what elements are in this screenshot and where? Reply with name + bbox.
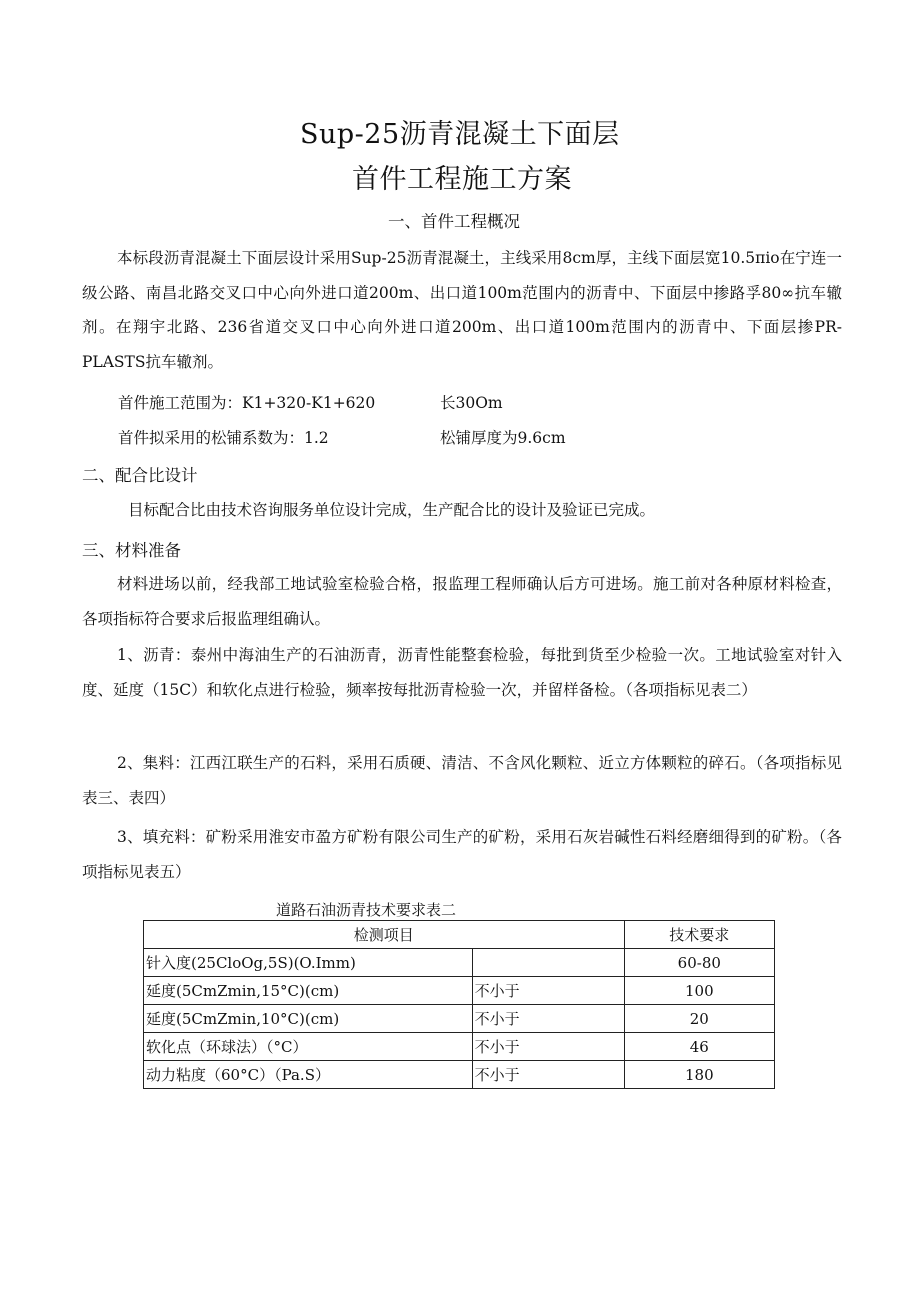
row-condition: 不小于 xyxy=(472,1033,624,1061)
section-3-paragraph-2: 1、沥青：泰州中海油生产的石油沥青，沥青性能整套检验，每批到货至少检验一次。工地试验室对针入度、延度（15C）和软化点进行检验，频率按每批沥青检验一次，并留样备检。（各项指标见表二） xyxy=(82,646,842,699)
asphalt-spec-table xyxy=(143,920,775,1089)
section-3-paragraph-1: 材料进场以前，经我部工地试验室检验合格，报监理工程师确认后方可进场。施工前对各种原材料检查，各项指标符合要求后报监理组确认。 xyxy=(82,575,842,628)
section-3-paragraph-3: 2、集料：江西江联生产的石料，采用石质硬、清洁、不含风化颗粒、近立方体颗粒的碎石。（各项指标见表三、表四） xyxy=(82,754,842,807)
title-line-2: 首件工程施工方案 xyxy=(352,164,572,195)
row-condition: 不小于 xyxy=(472,1005,624,1033)
row-condition xyxy=(472,949,624,977)
table-row xyxy=(144,1005,775,1033)
table-header-row xyxy=(144,921,775,949)
section-1-paragraph: 本标段沥青混凝土下面层设计采用Sup-25沥青混凝土，主线采用8cm厚，主线下面层宽10.5πio在宁连一级公路、南昌北路交叉口中心向外进口道200m、出口道100m范围内的沥青中、下面层中掺路孚80∞抗车辙剂。在翔宇北路、236省道交叉口中心向外进口道200m、出口道100m范围内的沥青中、下面层掺PR-PLASTS抗车辙剂。 xyxy=(82,249,842,371)
construction-range: 首件施工范围为：K1+320-K1+620 xyxy=(118,394,376,412)
section-1-heading: 一、首件工程概况 xyxy=(388,212,520,231)
row-value: 100 xyxy=(624,977,774,1005)
row-value: 46 xyxy=(624,1033,774,1061)
row-item: 动力粘度（60°C）（Pa.S） xyxy=(144,1061,473,1089)
loose-coefficient: 首件拟采用的松铺系数为：1.2 xyxy=(118,429,329,447)
row-value: 20 xyxy=(624,1005,774,1033)
loose-thickness: 松铺厚度为9.6cm xyxy=(440,429,566,447)
row-item: 软化点（环球法）（°C） xyxy=(144,1033,473,1061)
row-item: 延度(5CmZmin,15°C)(cm) xyxy=(144,977,473,1005)
table-row xyxy=(144,977,775,1005)
table-row xyxy=(144,1061,775,1089)
row-item: 针入度(25CloOg,5S)(O.Imm) xyxy=(144,949,473,977)
table-row xyxy=(144,1033,775,1061)
row-value: 180 xyxy=(624,1061,774,1089)
header-requirement: 技术要求 xyxy=(624,921,774,949)
row-item: 延度(5CmZmin,10°C)(cm) xyxy=(144,1005,473,1033)
row-value: 60-80 xyxy=(624,949,774,977)
table-row xyxy=(144,949,775,977)
header-item: 检测项目 xyxy=(144,921,625,949)
section-3-paragraph-4: 3、填充料：矿粉采用淮安市盈方矿粉有限公司生产的矿粉，采用石灰岩碱性石料经磨细得到的矿粉。（各项指标见表五） xyxy=(82,828,842,881)
row-condition: 不小于 xyxy=(472,977,624,1005)
table-caption: 道路石油沥青技术要求表二 xyxy=(276,901,457,919)
section-2-heading: 二、配合比设计 xyxy=(82,466,198,485)
section-2-paragraph: 目标配合比由技术咨询服务单位设计完成，生产配合比的设计及验证已完成。 xyxy=(128,501,656,519)
construction-length: 长30Om xyxy=(440,394,503,412)
section-3-heading: 三、材料准备 xyxy=(82,541,181,560)
title-line-1: Sup-25沥青混凝土下面层 xyxy=(300,119,620,150)
row-condition: 不小于 xyxy=(472,1061,624,1089)
